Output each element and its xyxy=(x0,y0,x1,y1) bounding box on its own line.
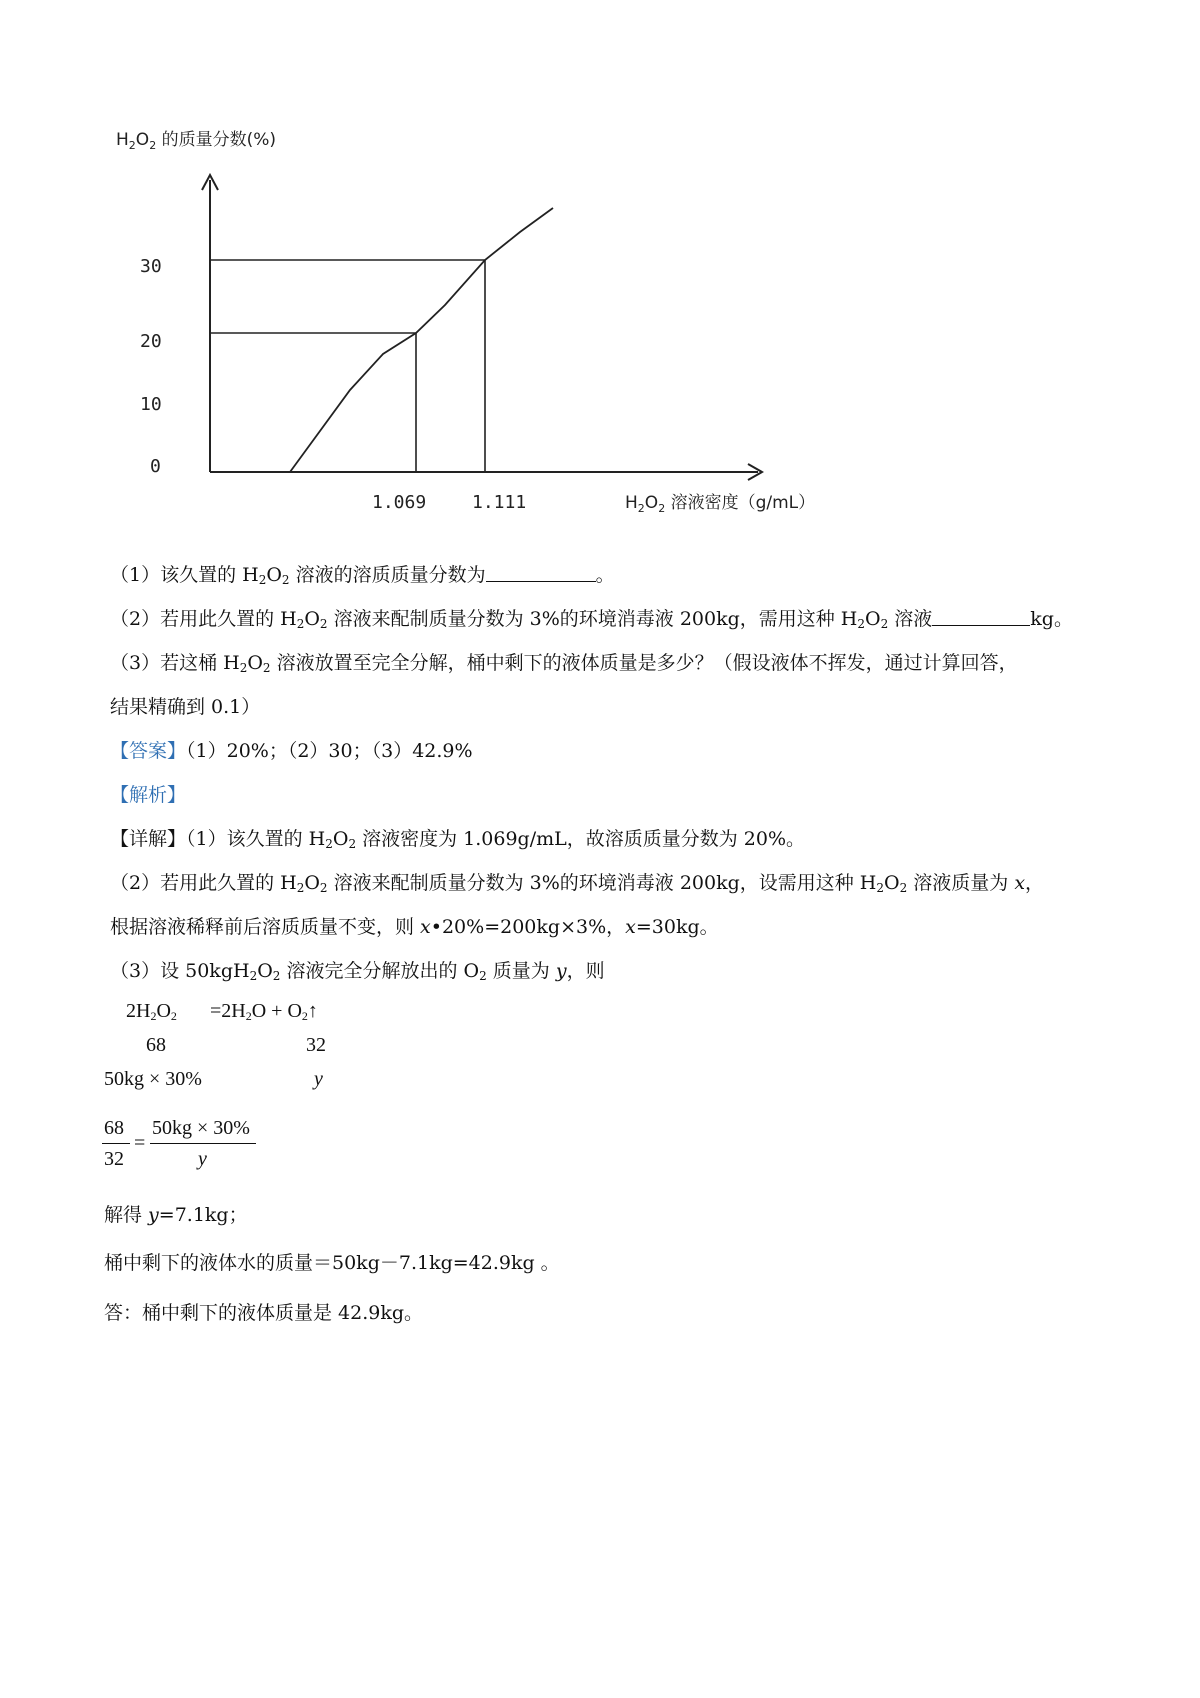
subscript: 2 xyxy=(150,1009,157,1023)
solve-text: =7.1kg； xyxy=(158,1204,248,1226)
variable-x: x xyxy=(420,916,431,938)
detail-text: 质量为 xyxy=(486,960,556,982)
subscript: 2 xyxy=(880,617,889,631)
subscript: 2 xyxy=(876,881,885,895)
molar-mass-o2: 32 xyxy=(306,1034,326,1056)
subscript: 2 xyxy=(239,661,248,675)
variable-y: y xyxy=(555,960,567,982)
detail-text: O xyxy=(257,960,273,982)
equation-lhs xyxy=(126,1000,177,1024)
q1-text: 溶液的溶质质量分数为 xyxy=(289,564,486,586)
subscript: 2 xyxy=(245,1009,252,1023)
variable-y: y xyxy=(148,1204,159,1226)
ratio-den-right: y xyxy=(198,1148,207,1170)
detail-text: O xyxy=(884,872,900,894)
eq-text: O + O xyxy=(251,1000,302,1022)
q3-text: （3）若这桶 H xyxy=(110,652,240,674)
ratio-num-left: 68 xyxy=(104,1117,124,1139)
analysis-tag: 【解析】 xyxy=(110,784,187,806)
y-tick-label: 0 xyxy=(150,456,161,477)
equation-rhs xyxy=(210,1000,318,1024)
subscript: 2 xyxy=(296,881,305,895)
fraction-bar xyxy=(102,1143,130,1144)
density-curve xyxy=(290,208,553,472)
eq-text: O xyxy=(156,1000,171,1022)
detail-text: 溶液完全分解放出的 O xyxy=(280,960,480,982)
subscript: 2 xyxy=(348,837,357,851)
subscript: 2 xyxy=(325,837,333,851)
detail-tag: 【详解】 xyxy=(110,828,187,850)
y-tick-label: 10 xyxy=(140,394,162,415)
y-tick-label: 20 xyxy=(140,331,162,352)
detail-text: （2）若用此久置的 H xyxy=(110,872,297,894)
variable-x: x xyxy=(625,916,636,938)
question-1 xyxy=(110,560,615,587)
detail-text: （3）设 50kgH xyxy=(110,960,250,982)
q2-text: 溶液来配制质量分数为 3%的环境消毒液 200kg，需用这种 H xyxy=(327,608,858,630)
q3-text: 溶液放置至完全分解，桶中剩下的液体质量是多少？（假设液体不挥发，通过计算回答， xyxy=(270,652,1018,674)
x-tick-label: 1.111 xyxy=(472,492,527,513)
question-3-cont: 结果精确到 0.1） xyxy=(110,696,261,718)
remaining-water-line: 桶中剩下的液体水的质量＝50kg－7.1kg=42.9kg 。 xyxy=(104,1252,560,1274)
final-answer-line: 答：桶中剩下的液体质量是 42.9kg。 xyxy=(104,1302,424,1324)
detail-p3 xyxy=(110,912,719,939)
eq-text: 2H xyxy=(126,1000,151,1022)
solve-line xyxy=(104,1200,248,1227)
subscript: 2 xyxy=(272,969,281,983)
fraction-bar xyxy=(150,1143,256,1144)
detail-text: ，则 xyxy=(566,960,605,982)
q2-text: kg。 xyxy=(1030,608,1073,630)
subscript: 2 xyxy=(258,573,267,587)
q2-text: O xyxy=(865,608,881,630)
subscript: 2 xyxy=(301,1009,308,1023)
answer-text: （1）20%；（2）30；（3）42.9% xyxy=(186,740,473,762)
q1-text: O xyxy=(266,564,282,586)
ratio-num-right: 50kg × 30% xyxy=(152,1117,250,1139)
density-chart xyxy=(0,0,1200,580)
quantity-h2o2: 50kg × 30% xyxy=(104,1068,202,1090)
detail-text: •20%=200kg×3%， xyxy=(430,916,626,938)
detail-text: O xyxy=(304,872,320,894)
variable-x: x xyxy=(1014,872,1026,894)
q2-text: 溶液 xyxy=(888,608,933,630)
solve-text: 解得 xyxy=(104,1204,149,1226)
q1-text: 。 xyxy=(595,564,615,586)
subscript: 2 xyxy=(319,617,328,631)
subscript: 2 xyxy=(479,969,487,983)
answer-tag: 【答案】 xyxy=(110,740,187,762)
detail-text: O xyxy=(332,828,349,850)
gas-arrow-icon: ↑ xyxy=(307,1000,318,1022)
x-tick-label: 1.069 xyxy=(372,492,427,513)
detail-text: 溶液密度为 1.069g/mL，故溶质质量分数为 20%。 xyxy=(356,828,806,850)
ratio-equals: = xyxy=(134,1132,146,1154)
q2-text: （2）若用此久置的 H xyxy=(110,608,297,630)
answer-line xyxy=(110,736,473,763)
ratio-den-left: 32 xyxy=(104,1148,124,1170)
detail-text: （1）该久置的 H xyxy=(186,828,326,850)
question-2 xyxy=(110,604,1073,631)
detail-text: 根据溶液稀释前后溶质质量不变，则 xyxy=(110,916,421,938)
subscript: 2 xyxy=(262,661,271,675)
subscript: 2 xyxy=(899,881,908,895)
subscript: 2 xyxy=(170,1009,177,1023)
subscript: 2 xyxy=(319,881,328,895)
subscript: 2 xyxy=(857,617,866,631)
q2-text: O xyxy=(304,608,320,630)
detail-text: 溶液来配制质量分数为 3%的环境消毒液 200kg，设需用这种 H xyxy=(327,872,877,894)
question-3 xyxy=(110,648,1018,675)
subscript: 2 xyxy=(281,573,290,587)
y-axis-label: $H_2O_2$ 的质量分数(%) xyxy=(116,130,277,152)
molar-mass-h2o2: 68 xyxy=(146,1034,166,1056)
subscript: 2 xyxy=(249,969,258,983)
detail-p2 xyxy=(110,868,1044,895)
detail-text: ， xyxy=(1025,872,1045,894)
subscript: 2 xyxy=(296,617,305,631)
chart-svg xyxy=(0,0,1200,580)
y-tick-label: 30 xyxy=(140,256,162,277)
q3-text: O xyxy=(247,652,263,674)
x-axis-label: $H_2O_2$ 溶液密度（g/mL） xyxy=(625,493,816,515)
answer-blank[interactable] xyxy=(486,563,596,582)
detail-p1 xyxy=(110,824,805,851)
eq-text: =2H xyxy=(210,1000,246,1022)
quantity-o2: y xyxy=(314,1068,323,1090)
detail-text: =30kg。 xyxy=(635,916,719,938)
detail-p4 xyxy=(110,956,605,983)
q1-text: （1）该久置的 H xyxy=(110,564,259,586)
detail-text: 溶液质量为 xyxy=(907,872,1015,894)
answer-blank[interactable] xyxy=(932,607,1030,626)
